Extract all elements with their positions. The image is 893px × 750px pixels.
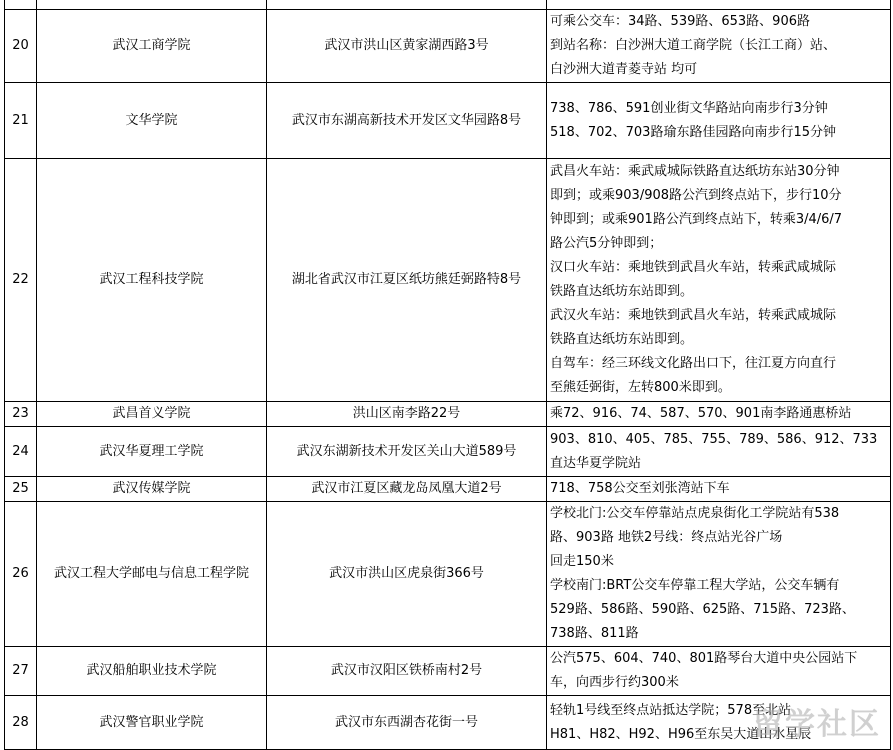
route-line: 718、758公交至刘张湾站下车	[550, 481, 730, 496]
watermark: 留学社区	[753, 707, 881, 742]
route-line: 车，向西步行约300米	[550, 675, 679, 690]
row-number: 23	[5, 402, 37, 427]
route-line: 学校南门:BRT公交车停靠工程大学站，公交车辆有	[550, 578, 840, 593]
school-address: 武汉市江夏区藏龙岛凤凰大道2号	[267, 477, 547, 502]
row-number: 26	[5, 502, 37, 647]
row-number: 27	[5, 647, 37, 696]
route-line: 公汽575、604、740、801路琴台大道中央公园站下	[550, 651, 858, 666]
school-address: 武汉市东湖高新技术开发区文华园路8号	[267, 83, 547, 159]
transit-route	[547, 427, 891, 477]
route-line: 到站名称：白沙洲大道工商学院（长江工商）站、	[550, 38, 837, 53]
transit-route	[547, 502, 891, 647]
transit-route	[547, 10, 891, 83]
school-name: 武汉工程科技学院	[37, 159, 267, 402]
route-line: 903、810、405、785、755、789、586、912、733	[550, 431, 878, 447]
table-row	[5, 647, 891, 696]
transit-route	[547, 83, 891, 159]
table-row	[5, 10, 891, 83]
cell-stub	[5, 0, 37, 10]
route-line: 钟即到；或乘901路公汽到终点站下，转乘3/4/6/7	[550, 212, 843, 227]
transit-route	[547, 647, 891, 696]
route-line: H81、H82、H92、H96至东吴大道山水星辰	[550, 726, 812, 742]
route-line: 529路、586路、590路、625路、715路、723路、	[550, 602, 855, 617]
school-name: 武汉传媒学院	[37, 477, 267, 502]
transit-route	[547, 477, 891, 502]
route-line: 回走150米	[550, 554, 614, 569]
school-address: 武汉市汉阳区铁桥南村2号	[267, 647, 547, 696]
route-line: 武汉火车站：乘地铁到武昌火车站，转乘武咸城际	[550, 308, 837, 323]
route-line: 738、786、591创业街文华路站向南步行3分钟	[550, 100, 828, 116]
route-line: 即到；或乘903/908路公汽到终点站下，步行10分	[550, 188, 842, 203]
route-line: 白沙洲大道青菱寺站 均可	[550, 62, 698, 77]
route-line: 汉口火车站：乘地铁到武昌火车站，转乘武咸城际	[550, 260, 837, 275]
route-line: 乘72、916、74、587、570、901南李路通惠桥站	[550, 406, 852, 421]
school-address: 武汉东湖新技术开发区关山大道589号	[267, 427, 547, 477]
route-line: 路公汽5分钟即到；	[550, 236, 663, 251]
row-number: 22	[5, 159, 37, 402]
table-row	[5, 502, 891, 647]
route-line: 轻轨1号线至终点站抵达学院；578至北站	[550, 702, 792, 718]
school-name: 武汉工程大学邮电与信息工程学院	[37, 502, 267, 647]
route-line: 518、702、703路瑜东路佳园路向南步行15分钟	[550, 124, 836, 140]
row-number: 20	[5, 10, 37, 83]
table-row	[5, 159, 891, 402]
school-address: 武汉市洪山区虎泉街366号	[267, 502, 547, 647]
route-line: 路、903路 地铁2号线：终点站光谷广场	[550, 530, 783, 545]
route-line: 铁路直达纸坊东站即到。	[550, 332, 694, 347]
route-line: 直达华夏学院站	[550, 455, 642, 471]
table-body	[5, 0, 891, 750]
table-row	[5, 477, 891, 502]
school-name: 文华学院	[37, 83, 267, 159]
table-row	[5, 402, 891, 427]
route-line: 至熊廷弼街，左转800米即到。	[550, 380, 731, 395]
row-number: 28	[5, 696, 37, 750]
row-number: 21	[5, 83, 37, 159]
route-line: 可乘公交车：34路、539路、653路、906路	[550, 14, 810, 29]
school-address: 湖北省武汉市江夏区纸坊熊廷弼路特8号	[267, 159, 547, 402]
table-row	[5, 83, 891, 159]
school-address: 武汉市东西湖杏花街一号	[267, 696, 547, 750]
route-line: 学校北门:公交车停靠站点虎泉街化工学院站有538	[550, 506, 840, 521]
cell-stub	[37, 0, 267, 10]
school-name: 武汉华夏理工学院	[37, 427, 267, 477]
school-name: 武汉船舶职业技术学院	[37, 647, 267, 696]
route-line: 自驾车：经三环线文化路出口下，往江夏方向直行	[550, 356, 837, 371]
transit-route	[547, 159, 891, 402]
route-line: 武昌火车站：乘武咸城际铁路直达纸坊东站30分钟	[550, 164, 840, 179]
cell-stub	[267, 0, 547, 10]
table-row-top-stub	[5, 0, 891, 10]
route-line: 738路、811路	[550, 626, 639, 641]
school-name: 武昌首义学院	[37, 402, 267, 427]
school-address: 洪山区南李路22号	[267, 402, 547, 427]
school-name: 武汉警官职业学院	[37, 696, 267, 750]
school-name: 武汉工商学院	[37, 10, 267, 83]
row-number: 24	[5, 427, 37, 477]
route-line: 铁路直达纸坊东站即到。	[550, 284, 694, 299]
school-address: 武汉市洪山区黄家湖西路3号	[267, 10, 547, 83]
school-table	[4, 0, 891, 750]
transit-route	[547, 402, 891, 427]
table-row	[5, 427, 891, 477]
cell-stub	[547, 0, 891, 10]
row-number: 25	[5, 477, 37, 502]
